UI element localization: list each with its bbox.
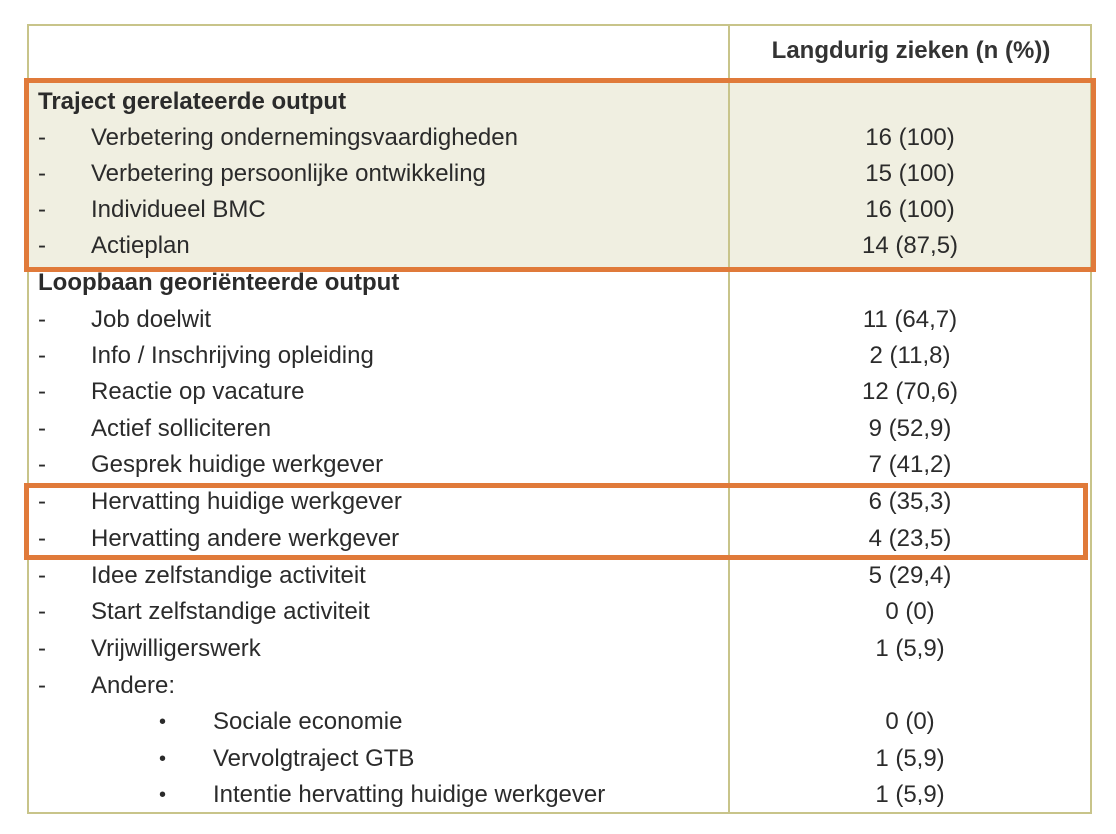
row-value: 1 (5,9) — [875, 781, 945, 808]
row-value: 6 (35,3) — [868, 488, 952, 515]
row-value: 16 (100) — [865, 196, 955, 223]
column-header-langdurig-zieken: Langdurig zieken (n (%)) — [771, 37, 1051, 64]
table-row — [29, 668, 1090, 704]
row-label: Sociale economie — [213, 708, 403, 735]
section-title: Loopbaan georiënteerde output — [38, 269, 400, 296]
row-value: 7 (41,2) — [868, 451, 952, 478]
table-row — [29, 411, 1090, 447]
row-label: Reactie op vacature — [91, 378, 305, 405]
row-value: 0 (0) — [885, 598, 935, 625]
row-marker: - — [38, 598, 46, 625]
table-row — [29, 120, 1090, 156]
row-label: Hervatting andere werkgever — [91, 525, 400, 552]
row-marker: - — [38, 488, 46, 515]
row-marker: - — [38, 635, 46, 662]
row-marker: - — [38, 451, 46, 478]
row-marker: - — [38, 378, 46, 405]
row-value: 1 (5,9) — [875, 745, 945, 772]
row-marker: - — [38, 124, 46, 151]
row-label: Vervolgtraject GTB — [213, 745, 415, 772]
section-title-traject — [29, 84, 1090, 120]
table-row — [29, 484, 1090, 520]
row-label: Vrijwilligerswerk — [91, 635, 261, 662]
table-row — [29, 777, 1090, 813]
row-value: 0 (0) — [885, 708, 935, 735]
row-label: Info / Inschrijving opleiding — [91, 342, 374, 369]
row-value: 14 (87,5) — [861, 232, 959, 259]
section-title-loopbaan — [29, 265, 1090, 301]
table-row — [29, 192, 1090, 228]
row-label: Job doelwit — [91, 306, 212, 333]
row-label: Start zelfstandige activiteit — [91, 598, 370, 625]
row-label: Individueel BMC — [91, 196, 266, 223]
table-row — [29, 156, 1090, 192]
table-row — [29, 228, 1090, 264]
row-value: 2 (11,8) — [869, 342, 951, 369]
bullet-marker: • — [159, 748, 167, 770]
row-label: Hervatting huidige werkgever — [91, 488, 402, 515]
row-label: Andere: — [91, 672, 176, 699]
row-label: Gesprek huidige werkgever — [91, 451, 384, 478]
table-row — [29, 374, 1090, 410]
row-marker: - — [38, 160, 46, 187]
table-row — [29, 704, 1090, 740]
row-value: 5 (29,4) — [868, 562, 952, 589]
row-label: Verbetering ondernemingsvaardigheden — [91, 124, 518, 151]
row-marker: - — [38, 672, 46, 699]
section-title: Traject gerelateerde output — [38, 88, 347, 115]
row-marker: - — [38, 415, 46, 442]
row-value: 15 (100) — [865, 160, 955, 187]
row-marker: - — [38, 306, 46, 333]
table-row — [29, 447, 1090, 483]
row-value: 9 (52,9) — [868, 415, 952, 442]
table-row — [29, 558, 1090, 594]
row-value: 16 (100) — [865, 124, 955, 151]
row-label: Actieplan — [91, 232, 190, 259]
row-value: 12 (70,6) — [861, 378, 959, 405]
row-marker: - — [38, 196, 46, 223]
row-label: Idee zelfstandige activiteit — [91, 562, 366, 589]
row-marker: - — [38, 562, 46, 589]
row-marker: - — [38, 232, 46, 259]
table-row — [29, 521, 1090, 557]
row-value: 1 (5,9) — [875, 635, 945, 662]
row-marker: - — [38, 525, 46, 552]
row-value: 11 (64,7) — [862, 306, 958, 333]
row-label: Actief solliciteren — [91, 415, 272, 442]
row-label: Verbetering persoonlijke ontwikkeling — [91, 160, 486, 187]
bullet-marker: • — [159, 711, 167, 733]
row-value — [730, 668, 1090, 704]
table-row — [29, 594, 1090, 630]
table-row — [29, 631, 1090, 667]
table-row — [29, 741, 1090, 777]
header-divider — [27, 78, 1092, 80]
table-row — [29, 338, 1090, 374]
row-marker: - — [38, 342, 46, 369]
bullet-marker: • — [159, 784, 167, 806]
row-value: 4 (23,5) — [868, 525, 952, 552]
table-row — [29, 302, 1090, 338]
row-label: Intentie hervatting huidige werkgever — [213, 781, 606, 808]
